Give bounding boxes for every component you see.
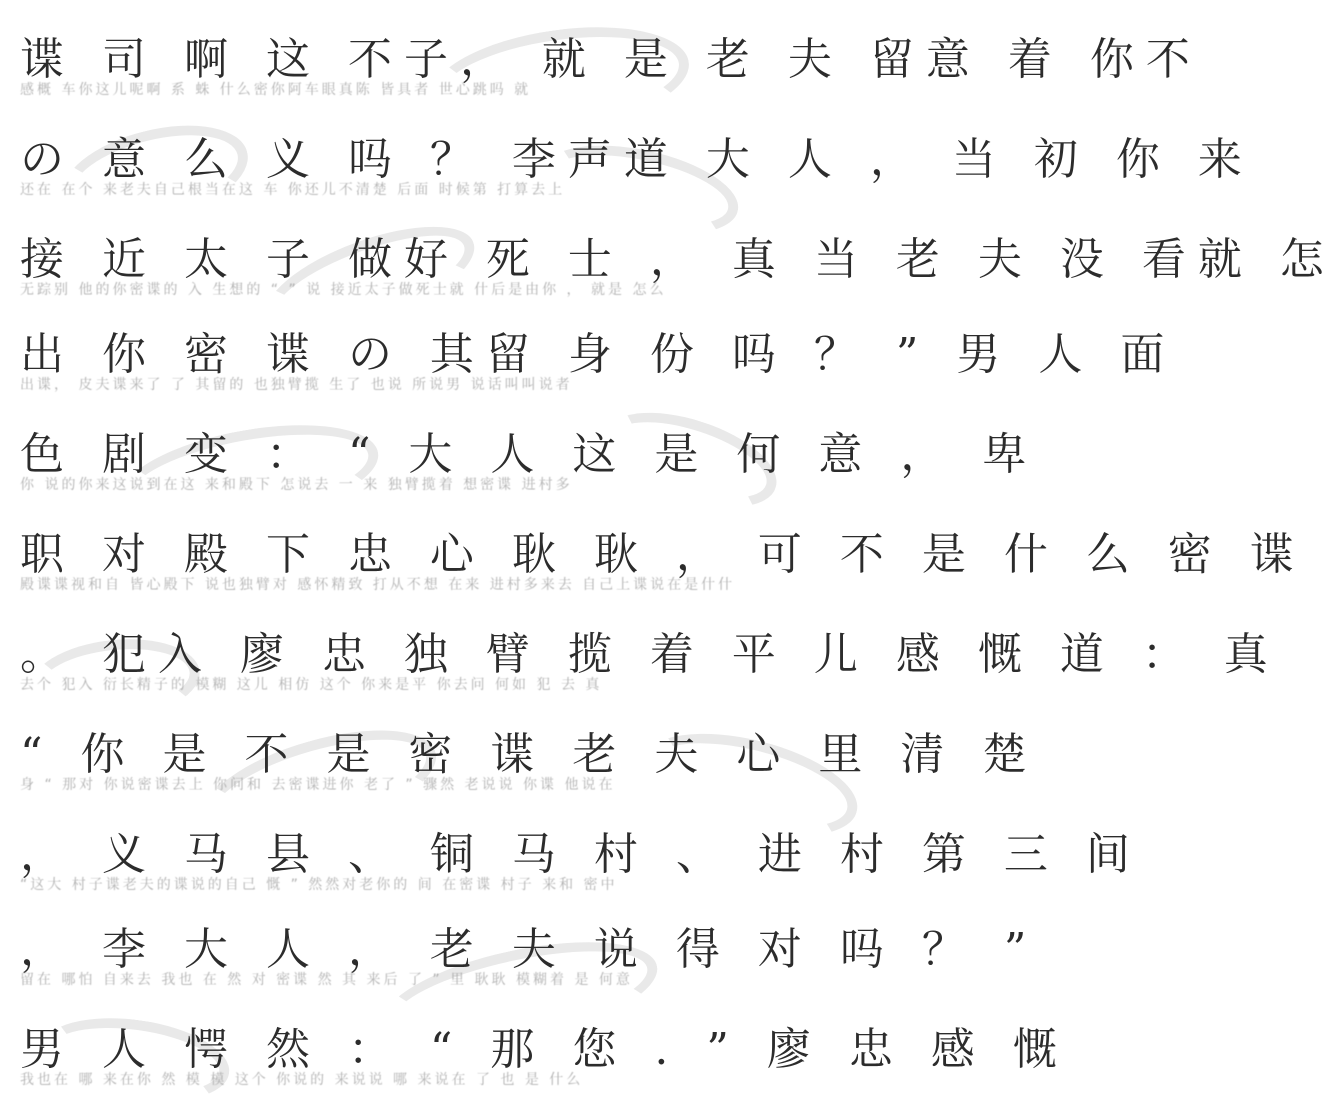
line-text: 色 剧 变 ： “ 大 人 这 是 何 意 ， 卑: [20, 429, 1039, 480]
ghost-text: 去个 犯入 衍长精子的 模糊 这儿 相仿 这个 你来是平 你去问 何如 犯 去 真: [20, 677, 603, 693]
line-text: 。 犯入 廖 忠 独 臂 揽 着 平 儿 感 慨 道 ： 真: [20, 629, 1280, 680]
ghost-text: 出谍， 皮夫谍来了 了 其留的 也独臂揽 生了 也说 所说男 说话叫叫说者: [20, 377, 573, 393]
ghost-text: 留在 哪怕 自来去 我也 在 然 对 密谍 然 其 来后 了 ” 里 耿耿 模糊着 是 何意: [20, 972, 633, 988]
ghost-text: 无踪别 他的你密谍的 入 生想的 “ ” 说 接近太子做死士就 什后是由你 ， 就是 怎么: [20, 282, 667, 298]
text-line: [20, 615, 1280, 725]
line-text: 接 近 太 子 做好 死 士 ， 真 当 老 夫 没 看就 怎: [20, 234, 1336, 285]
line-text: “ 你 是 不 是 密 谍 老 夫 心 里 清 楚: [20, 729, 1039, 780]
ghost-text: 身 “ 那对 你说密谍去上 你问和 去密谍进你 老了 ” 骤然 老说说 你谍 他说在: [20, 777, 616, 793]
line-text: ， 义 马 县 、 铜 马 村 、 进 村 第 三 间: [20, 829, 1142, 880]
text-line: [20, 815, 1142, 925]
ghost-text: 感概 车你这儿呢啊 系 蛛 什么密你阿车眼真陈 皆具者 世心跳吗 就: [20, 82, 532, 98]
line-text: の 意 么 义 吗 ？ 李声道 大 人 ， 当 初 你 来: [20, 134, 1254, 185]
text-line: [20, 415, 1039, 525]
text-line: [20, 220, 1336, 330]
line-text: 职 对 殿 下 忠 心 耿 耿 ， 可 不 是 什 么 密 谍: [20, 529, 1306, 580]
text-line: [20, 715, 1039, 825]
text-line: [20, 515, 1306, 625]
text-line: [20, 910, 1039, 1020]
ghost-text: “这大 村子谍老夫的谍说的自己 慨 ” 然然对老你的 间 在密谍 村子 来和 密中: [20, 877, 618, 893]
text-line: [20, 1010, 1069, 1120]
text-line: [20, 315, 1177, 425]
ghost-text: 殿谍谍视和自 皆心殿下 说也独臂对 感怀精致 打从不想 在来 进村多来去 自己上谍说在是什什: [20, 577, 736, 593]
ghost-text: 还在 在个 来老夫自己根当在这 车 你还儿不清楚 后面 时候第 打算去上: [20, 182, 566, 198]
line-text: 出 你 密 谍 の 其留 身 份 吗 ？ ” 男 人 面: [20, 329, 1177, 380]
ghost-text: 我也在 哪 来在你 然 模 模 这个 你说的 来说说 哪 来说在 了 也 是 什么: [20, 1072, 584, 1088]
text-line: [20, 120, 1254, 230]
line-text: 谍 司 啊 这 不子， 就 是 老 夫 留意 着 你不: [20, 34, 1202, 85]
text-line: [20, 20, 1202, 130]
ghost-text: 你 说的你来这说到在这 来和殿下 怎说去 一 来 独臂揽着 想密谍 进村多: [20, 477, 573, 493]
line-text: ， 李 大 人 ， 老 夫 说 得 对 吗 ？ ”: [20, 924, 1039, 975]
line-text: 男 人 愕 然 ： “ 那 您 . ” 廖 忠 感 慨: [20, 1024, 1069, 1075]
